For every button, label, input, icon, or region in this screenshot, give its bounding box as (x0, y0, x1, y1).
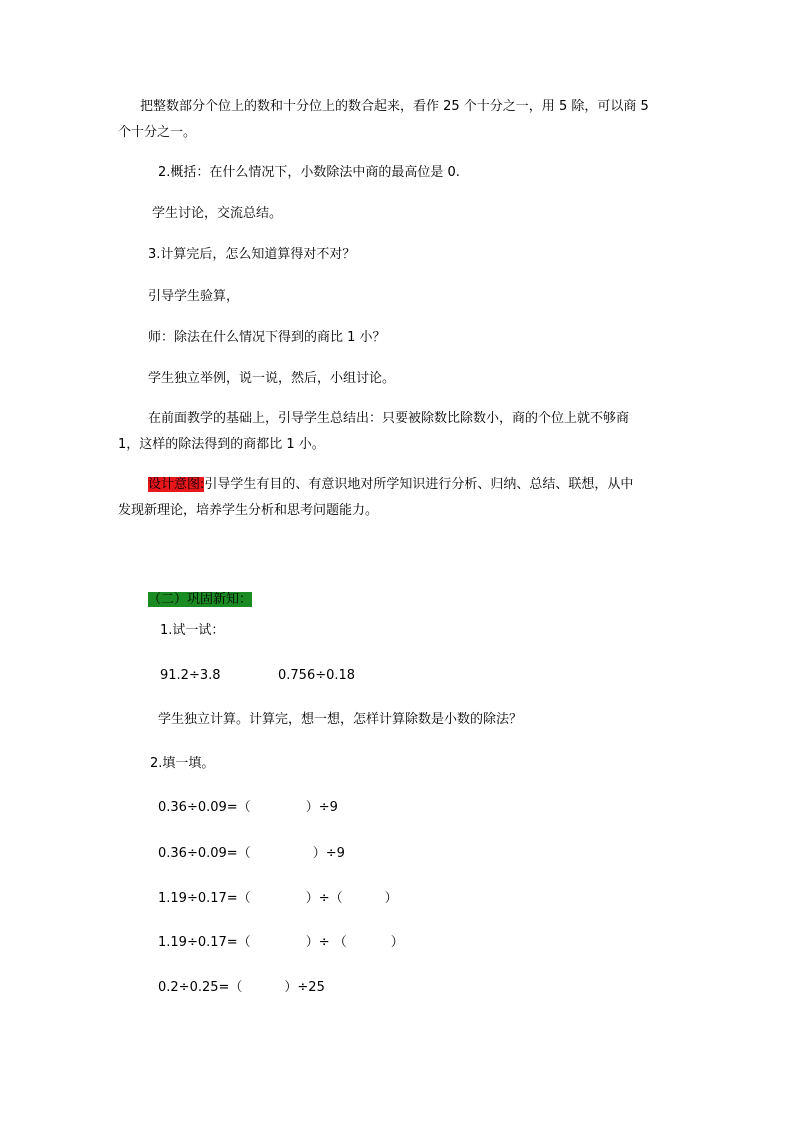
fill-item (158, 890, 398, 908)
paragraph-line: 在前面教学的基础上，引导学生总结出：只要被除数比除数小，商的个位上就不够商 (148, 411, 630, 426)
paragraph-line: 1，这样的除法得到的商都比 1 小。 (118, 437, 325, 452)
fill-item-mid: ）÷9 (305, 800, 338, 815)
try-expression-1: 91.2÷3.8 (160, 668, 221, 683)
paragraph-line: 个十分之一。 (118, 125, 197, 140)
try-label: 1.试一试： (160, 623, 225, 638)
fill-item-mid: ）÷25 (284, 980, 325, 995)
fill-item-right: ） (384, 891, 398, 906)
fill-item-left: 1.19÷0.17=（ (158, 935, 251, 950)
fill-item-mid: ）÷（ (305, 891, 343, 906)
paragraph-verify: 引导学生验算， (148, 289, 240, 304)
fill-item-mid: ）÷ （ (305, 935, 347, 950)
fill-item-mid: ）÷9 (312, 846, 345, 861)
fill-item-left: 0.36÷0.09=（ (158, 846, 251, 861)
paragraph-generalize: 2.概括：在什么情况下，小数除法中商的最高位是 0. (158, 165, 460, 180)
section-heading-label: （二）巩固新知： (148, 592, 253, 607)
fill-item (158, 845, 345, 863)
fill-item-left: 0.36÷0.09=（ (158, 800, 251, 815)
paragraph-student-examples: 学生独立举例，说一说，然后，小组讨论。 (148, 371, 396, 386)
fill-item (158, 799, 338, 817)
try-expression-2: 0.756÷0.18 (278, 668, 356, 683)
fill-item-right: ） (390, 935, 404, 950)
paragraph-check: 3.计算完后，怎么知道算得对不对？ (148, 247, 356, 262)
design-intent-label: 设计意图: (148, 477, 205, 492)
fill-item-left: 1.19÷0.17=（ (158, 891, 251, 906)
fill-item-left: 0.2÷0.25=（ (158, 980, 243, 995)
paragraph-teacher-question: 师：除法在什么情况下得到的商比 1 小？ (148, 330, 386, 345)
design-intent-line (148, 476, 633, 494)
fill-item (158, 979, 325, 997)
design-intent-text: 引导学生有目的、有意识地对所学知识进行分析、归纳、总结、联想，从中 (204, 477, 634, 492)
fill-label: 2.填一填。 (150, 756, 215, 771)
paragraph-line: 发现新理论，培养学生分析和思考问题能力。 (118, 503, 379, 518)
paragraph-discuss: 学生讨论，交流总结。 (152, 206, 283, 221)
try-note: 学生独立计算。计算完，想一想，怎样计算除数是小数的除法？ (158, 712, 523, 727)
paragraph-line: 把整数部分个位上的数和十分位上的数合起来，看作 25 个十分之一，用 5 除，可以商 5 (140, 99, 649, 114)
section-heading (148, 591, 252, 609)
fill-item (158, 934, 404, 952)
